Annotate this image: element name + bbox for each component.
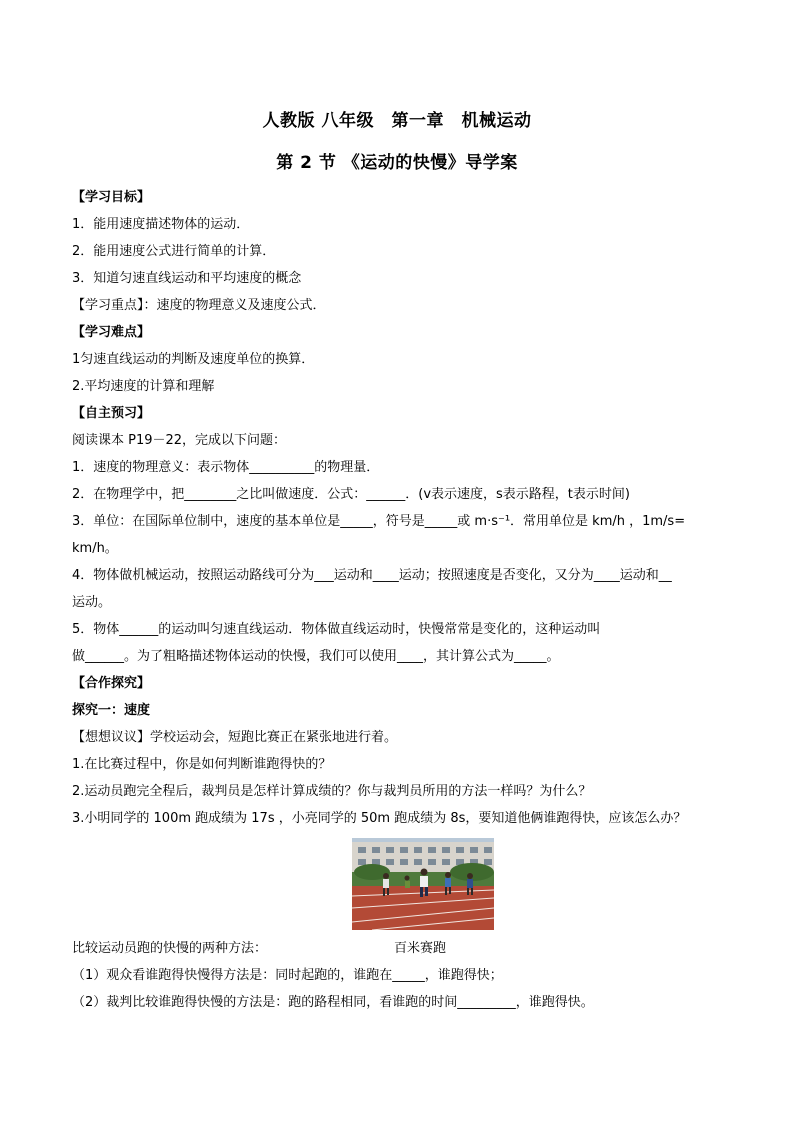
objective-item: 1．能用速度描述物体的运动． — [72, 217, 250, 232]
preview-intro: 阅读课本 P19－22，完成以下问题： — [72, 433, 287, 448]
method-line: （2）裁判比较谁跑得快慢的方法是：跑的路程相同，看谁跑的时间_________，谁跑得快。 — [72, 995, 594, 1010]
objective-item: 2．能用速度公式进行简单的计算． — [72, 244, 276, 259]
difficulty-item: 1匀速直线运动的判断及速度单位的换算． — [72, 352, 315, 367]
document-body — [72, 184, 722, 1016]
method-line: （1）观众看谁跑得快慢得方法是：同时起跑的，谁跑在_____，谁跑得快； — [72, 968, 503, 983]
question-line: 1．速度的物理意义：表示物体__________的物理量． — [72, 460, 380, 475]
question-line: 2．在物理学中，把________之比叫做速度．公式：______．(v表示速度，s表示路程，t表示时间) — [72, 487, 630, 502]
question-line: 4．物体做机械运动，按照运动路线可分为___运动和____运动；按照速度是否变化，又分为____运动和__ — [72, 568, 672, 583]
comparison-methods-intro: 比较运动员跑的快慢的两种方法： — [72, 941, 268, 956]
document-title: 人教版 八年级 第一章 机械运动 — [262, 111, 532, 131]
section-heading-objectives: 【学习目标】 — [72, 190, 151, 205]
section-heading-explore: 【合作探究】 — [72, 676, 151, 691]
question-line: 3．单位：在国际单位制中，速度的基本单位是_____，符号是_____或 m·s⁻¹．常用单位是 km/h ，1m/s= — [72, 514, 686, 529]
discussion-question: 1.在比赛过程中，你是如何判断谁跑得快的？ — [72, 757, 332, 772]
objective-item: 3．知道匀速直线运动和平均速度的概念 — [72, 271, 302, 286]
figure-row — [72, 838, 722, 935]
question-line: km/h。 — [72, 541, 118, 556]
section-heading-preview: 【自主预习】 — [72, 406, 151, 421]
section-heading-difficulties: 【学习难点】 — [72, 325, 151, 340]
discussion-question: 2.运动员跑完全程后，裁判员是怎样计算成绩的？你与裁判员所用的方法一样吗？为什么？ — [72, 784, 592, 799]
question-line: 做______。为了粗略描述物体运动的快慢，我们可以使用____，其计算公式为_____。 — [72, 649, 560, 664]
question-line: 运动。 — [72, 595, 112, 610]
figure-caption: 百米赛跑 — [394, 941, 447, 956]
key-point-line: 【学习重点】：速度的物理意义及速度公式． — [72, 298, 326, 313]
sprint-race-photo — [352, 838, 494, 930]
discussion-intro: 【想想议议】学校运动会，短跑比赛正在紧张地进行着。 — [72, 730, 398, 745]
difficulty-item: 2.平均速度的计算和理解 — [72, 379, 215, 394]
question-line: 5．物体______的运动叫匀速直线运动．物体做直线运动时，快慢常常是变化的，这种运动叫 — [72, 622, 601, 637]
figure-caption-row — [72, 935, 722, 962]
subsection-heading: 探究一：速度 — [72, 703, 151, 718]
discussion-question: 3.小明同学的 100m 跑成绩为 17s ，小亮同学的 50m 跑成绩为 8s，要知道他俩谁跑得快，应该怎么办？ — [72, 811, 687, 826]
document-subtitle: 第 2 节 《运动的快慢》导学案 — [276, 153, 518, 173]
